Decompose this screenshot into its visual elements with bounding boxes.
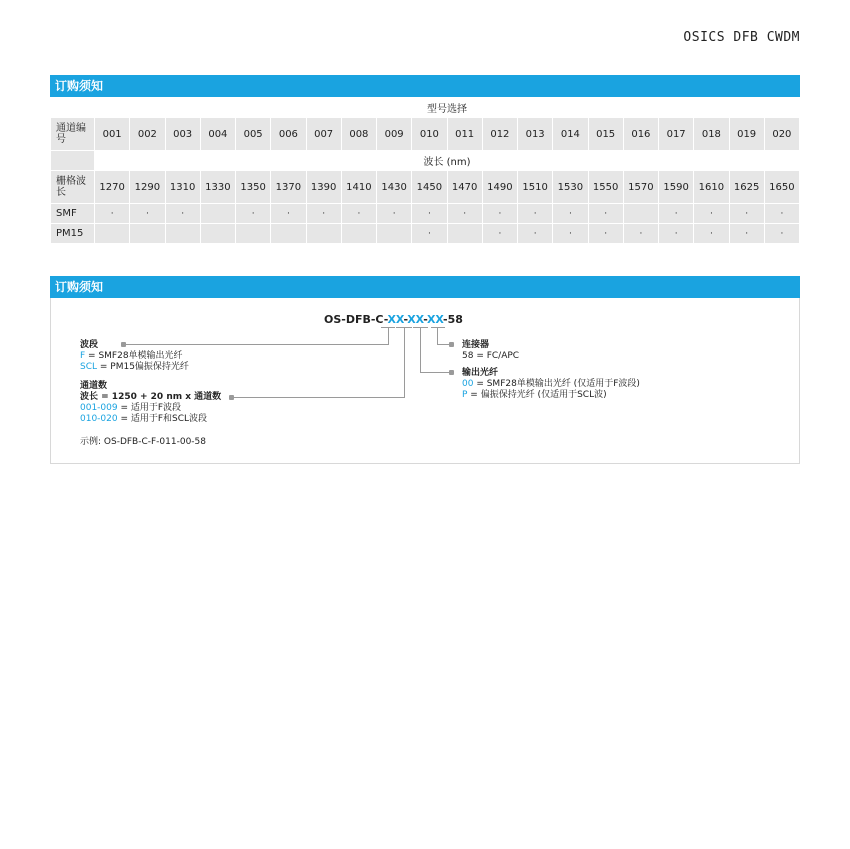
availability-cell: · bbox=[341, 204, 376, 224]
availability-cell bbox=[200, 224, 235, 244]
table-row bbox=[51, 224, 800, 244]
availability-cell: · bbox=[659, 204, 694, 224]
availability-cell: · bbox=[729, 204, 764, 224]
band-option-f: F = SMF28单模输出光纤 bbox=[80, 351, 183, 361]
code-dash: - bbox=[443, 313, 448, 326]
availability-cell: · bbox=[588, 224, 623, 244]
band-block bbox=[80, 340, 189, 373]
availability-cell bbox=[200, 204, 235, 224]
availability-cell: · bbox=[482, 224, 517, 244]
channel-block bbox=[80, 381, 221, 425]
grid-wavelength-cell: 1310 bbox=[165, 171, 200, 204]
document-title: OSICS DFB CWDM bbox=[683, 30, 800, 45]
grid-wavelength-cell: 1390 bbox=[306, 171, 341, 204]
grid-wavelength-cell: 1370 bbox=[271, 171, 306, 204]
channel-number-cell: 004 bbox=[200, 118, 235, 151]
grid-wavelength-cell: 1610 bbox=[694, 171, 729, 204]
code-connector-segment: 58 bbox=[447, 313, 463, 326]
table-row bbox=[51, 171, 800, 204]
grid-wavelength-cell: 1650 bbox=[764, 171, 799, 204]
grid-wavelength-cell: 1510 bbox=[518, 171, 553, 204]
availability-cell: · bbox=[764, 224, 799, 244]
channel-number-cell: 005 bbox=[236, 118, 271, 151]
availability-cell: · bbox=[271, 204, 306, 224]
availability-cell bbox=[447, 224, 482, 244]
code-dash: - bbox=[423, 313, 427, 326]
leader-connector-vertical bbox=[437, 327, 438, 345]
channel-number-cell: 017 bbox=[659, 118, 694, 151]
availability-cell: · bbox=[623, 224, 658, 244]
availability-cell bbox=[236, 224, 271, 244]
example-text: 示例: OS-DFB-C-F-011-00-58 bbox=[80, 437, 207, 447]
channel-number-cell: 013 bbox=[518, 118, 553, 151]
section-header-ordering: 订购须知 bbox=[50, 75, 800, 97]
availability-cell: · bbox=[95, 204, 130, 224]
leader-fiber-vertical bbox=[420, 327, 421, 373]
grid-wavelength-cell: 1550 bbox=[588, 171, 623, 204]
channel-number-cell: 010 bbox=[412, 118, 447, 151]
leader-channel-cap bbox=[396, 327, 412, 328]
availability-cell bbox=[165, 224, 200, 244]
channel-number-cell: 006 bbox=[271, 118, 306, 151]
table-row bbox=[51, 151, 800, 171]
fiber-type-label: SMF bbox=[51, 204, 95, 224]
availability-cell: · bbox=[694, 204, 729, 224]
channel-number-cell: 003 bbox=[165, 118, 200, 151]
availability-cell bbox=[271, 224, 306, 244]
availability-cell bbox=[130, 224, 165, 244]
code-dash: - bbox=[403, 313, 408, 326]
leader-connector-cap bbox=[431, 327, 445, 328]
output-fiber-option-smf: 00 = SMF28单模输出光纤 (仅适用于F波段) bbox=[462, 379, 640, 389]
availability-cell: · bbox=[694, 224, 729, 244]
grid-wavelength-cell: 1570 bbox=[623, 171, 658, 204]
table-row bbox=[51, 118, 800, 151]
wavelength-unit-label: 波长 (nm) bbox=[95, 151, 800, 171]
channel-number-cell: 007 bbox=[306, 118, 341, 151]
output-fiber-option-pm: P = 偏振保持光纤 (仅适用于SCL波) bbox=[462, 390, 607, 400]
availability-cell bbox=[341, 224, 376, 244]
channel-number-cell: 019 bbox=[729, 118, 764, 151]
band-heading: 波段 bbox=[80, 340, 99, 350]
grid-wavelength-cell: 1330 bbox=[200, 171, 235, 204]
grid-wavelength-cell: 1530 bbox=[553, 171, 588, 204]
grid-wavelength-cell: 1490 bbox=[482, 171, 517, 204]
band-option-scl: SCL = PM15偏振保持光纤 bbox=[80, 362, 189, 372]
table-row bbox=[51, 204, 800, 224]
table-row bbox=[51, 98, 800, 118]
part-number-code bbox=[324, 313, 463, 326]
wavelength-spec-table bbox=[50, 97, 800, 244]
connector-heading: 连接器 bbox=[462, 340, 490, 350]
channel-number-cell: 018 bbox=[694, 118, 729, 151]
channel-number-cell: 015 bbox=[588, 118, 623, 151]
channel-number-cell: 016 bbox=[623, 118, 658, 151]
availability-cell: · bbox=[412, 224, 447, 244]
channel-number-cell: 002 bbox=[130, 118, 165, 151]
availability-cell: · bbox=[377, 204, 412, 224]
code-fiber-segment: XX bbox=[426, 313, 444, 326]
fiber-type-label: PM15 bbox=[51, 224, 95, 244]
code-prefix: OS-DFB-C- bbox=[324, 313, 388, 326]
leader-channel-vertical bbox=[404, 327, 405, 398]
availability-cell: · bbox=[306, 204, 341, 224]
grid-wavelength-cell: 1270 bbox=[95, 171, 130, 204]
section-header-part-number: 订购须知 bbox=[50, 276, 800, 298]
channel-number-cell: 014 bbox=[553, 118, 588, 151]
leader-band-vertical bbox=[388, 327, 389, 345]
leader-fiber-cap bbox=[413, 327, 428, 328]
grid-wavelength-cell: 1470 bbox=[447, 171, 482, 204]
availability-cell: · bbox=[659, 224, 694, 244]
availability-cell: · bbox=[729, 224, 764, 244]
code-band-segment: XX bbox=[387, 313, 404, 326]
model-select-label: 型号选择 bbox=[95, 98, 800, 118]
grid-wavelength-header: 栅格波长 bbox=[51, 171, 95, 204]
channel-option-f: 001-009 = 适用于F波段 bbox=[80, 403, 182, 413]
leader-band-cap bbox=[381, 327, 395, 328]
availability-cell bbox=[306, 224, 341, 244]
availability-cell: · bbox=[553, 204, 588, 224]
connector-block bbox=[462, 340, 519, 362]
channel-option-scl: 010-020 = 适用于F和SCL波段 bbox=[80, 414, 208, 424]
availability-cell: · bbox=[518, 204, 553, 224]
grid-wavelength-cell: 1590 bbox=[659, 171, 694, 204]
availability-cell: · bbox=[165, 204, 200, 224]
availability-cell: · bbox=[130, 204, 165, 224]
availability-cell: · bbox=[482, 204, 517, 224]
leader-fiber-horizontal bbox=[420, 372, 450, 373]
grid-wavelength-cell: 1625 bbox=[729, 171, 764, 204]
channel-number-cell: 011 bbox=[447, 118, 482, 151]
grid-wavelength-cell: 1290 bbox=[130, 171, 165, 204]
output-fiber-block bbox=[462, 368, 640, 401]
availability-cell: · bbox=[518, 224, 553, 244]
channel-number-cell: 012 bbox=[482, 118, 517, 151]
availability-cell: · bbox=[447, 204, 482, 224]
availability-cell bbox=[623, 204, 658, 224]
channel-number-cell: 009 bbox=[377, 118, 412, 151]
grid-wavelength-cell: 1350 bbox=[236, 171, 271, 204]
availability-cell: · bbox=[764, 204, 799, 224]
channel-formula: 波长 = 1250 + 20 nm x 通道数 bbox=[80, 392, 222, 402]
grid-wavelength-cell: 1410 bbox=[341, 171, 376, 204]
channel-heading: 通道数 bbox=[80, 381, 108, 391]
leader-connector-knob bbox=[449, 342, 454, 347]
code-channel-segment: XX bbox=[407, 313, 424, 326]
grid-wavelength-cell: 1450 bbox=[412, 171, 447, 204]
channel-number-cell: 020 bbox=[764, 118, 799, 151]
output-fiber-heading: 输出光纤 bbox=[462, 368, 499, 378]
connector-option: 58 = FC/APC bbox=[462, 351, 520, 361]
availability-cell: · bbox=[236, 204, 271, 224]
leader-fiber-knob bbox=[449, 370, 454, 375]
channel-number-header: 通道编号 bbox=[51, 118, 95, 151]
availability-cell: · bbox=[412, 204, 447, 224]
availability-cell bbox=[377, 224, 412, 244]
channel-number-cell: 001 bbox=[95, 118, 130, 151]
channel-number-cell: 008 bbox=[341, 118, 376, 151]
availability-cell bbox=[95, 224, 130, 244]
model-select-corner bbox=[51, 98, 95, 118]
leader-channel-knob bbox=[229, 395, 234, 400]
availability-cell: · bbox=[588, 204, 623, 224]
availability-cell: · bbox=[553, 224, 588, 244]
grid-wavelength-cell: 1430 bbox=[377, 171, 412, 204]
wavelength-label-corner bbox=[51, 151, 95, 171]
leader-channel-horizontal bbox=[234, 397, 405, 398]
